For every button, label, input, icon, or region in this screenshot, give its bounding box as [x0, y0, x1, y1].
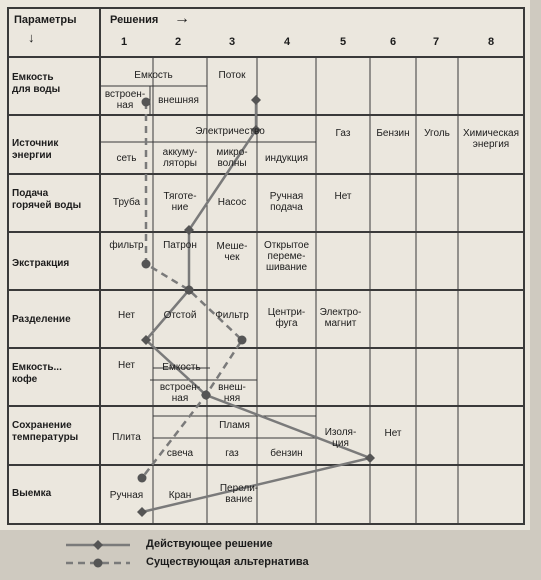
row-label-energy-source: Источник энергии: [12, 138, 59, 161]
column-number-7: 7: [432, 36, 440, 48]
alternative-marker: [142, 260, 151, 269]
legend-active-label: Действующее решение: [146, 538, 273, 550]
cell-emkost-6: Емкость: [162, 361, 201, 373]
row-label-water-container: Емкость для воды: [12, 72, 61, 95]
cell-benzin: Бензин: [376, 127, 410, 139]
cell-tyagotenie: Тяготе- ние: [163, 191, 197, 213]
cell-elektrichestvo: Электричество: [195, 125, 265, 137]
cell-truba: Труба: [112, 196, 141, 208]
cell-plita: Плита: [112, 431, 141, 443]
row-label-hot-water-supply: Подача горячей воды: [12, 188, 82, 211]
cell-emkost: Емкость: [134, 69, 173, 81]
cell-gaz-7: газ: [225, 447, 239, 459]
solutions-arrow-icon: →: [174, 10, 190, 27]
cell-plamya: Пламя: [219, 419, 250, 431]
column-number-5: 5: [339, 36, 347, 48]
cell-otkrytoe-peremeshivanie: Открытое переме- шивание: [263, 239, 310, 273]
row-label-removal: Выемка: [12, 488, 52, 499]
column-number-6: 6: [389, 36, 397, 48]
cell-benzin-7: бензин: [270, 447, 303, 459]
cell-net-7: Нет: [384, 427, 402, 439]
cell-net-6: Нет: [117, 359, 136, 371]
cell-vneshnyaya: внешняя: [158, 94, 199, 106]
legend-alt-label: Существующая альтернатива: [146, 556, 309, 568]
cell-elektromagnit: Электро- магнит: [319, 307, 362, 329]
cell-mikrovolny: микро- волны: [216, 147, 248, 169]
column-number-4: 4: [283, 36, 291, 48]
cell-chem-energy: Химическая энергия: [462, 128, 520, 150]
cell-set: сеть: [116, 152, 137, 164]
cell-kran: Кран: [168, 489, 192, 501]
row-label-coffee-container: Емкость... кофе: [12, 362, 62, 385]
column-number-8: 8: [487, 36, 495, 48]
cell-ugol: Уголь: [424, 127, 450, 139]
cell-nasos: Насос: [217, 196, 247, 208]
params-header: Параметры: [14, 14, 77, 26]
cell-vstroennaya-6: встроен- ная: [159, 382, 201, 404]
cell-ruchnaya-podacha: Ручная подача: [269, 191, 304, 213]
cell-ruchnaya: Ручная: [109, 489, 144, 501]
cell-centrifuga: Центри- фуга: [267, 307, 306, 329]
cell-potok: Поток: [218, 69, 246, 81]
column-number-1: 1: [120, 36, 128, 48]
cell-perelivanie: Перели- вание: [219, 483, 259, 505]
solutions-header: Решения: [110, 14, 159, 26]
cell-meshochek: Меше- чек: [216, 241, 248, 263]
legend-active-marker: [93, 540, 103, 550]
alternative-marker: [185, 286, 194, 295]
cell-net-5: Нет: [117, 309, 136, 321]
alternative-marker: [238, 336, 247, 345]
row-label-temperature-keeping: Сохранение температуры: [12, 420, 79, 443]
row-label-separation: Разделение: [12, 314, 71, 325]
params-arrow-icon: ↓: [28, 30, 35, 45]
row-label-extraction: Экстракция: [12, 258, 70, 269]
cell-filtr-sep: Фильтр: [215, 309, 249, 321]
cell-gaz: Газ: [335, 127, 351, 139]
cell-akkumulyatory: аккуму- ляторы: [162, 147, 198, 169]
cell-patron: Патрон: [163, 239, 197, 251]
legend-alt-marker: [94, 559, 103, 568]
cell-net-3: Нет: [334, 190, 352, 202]
cell-indukciya: индукция: [264, 152, 309, 164]
column-number-3: 3: [228, 36, 236, 48]
cell-vstroennaya: встроен- ная: [104, 89, 146, 111]
cell-vneshnyaya-6: внеш- няя: [218, 382, 246, 404]
cell-izolyaciya: Изоля- ция: [324, 427, 357, 449]
cell-otstoy: Отстой: [163, 309, 197, 321]
cell-filtr-extr: фильтр: [109, 239, 144, 251]
cell-svecha: свеча: [166, 447, 194, 459]
column-number-2: 2: [174, 36, 182, 48]
